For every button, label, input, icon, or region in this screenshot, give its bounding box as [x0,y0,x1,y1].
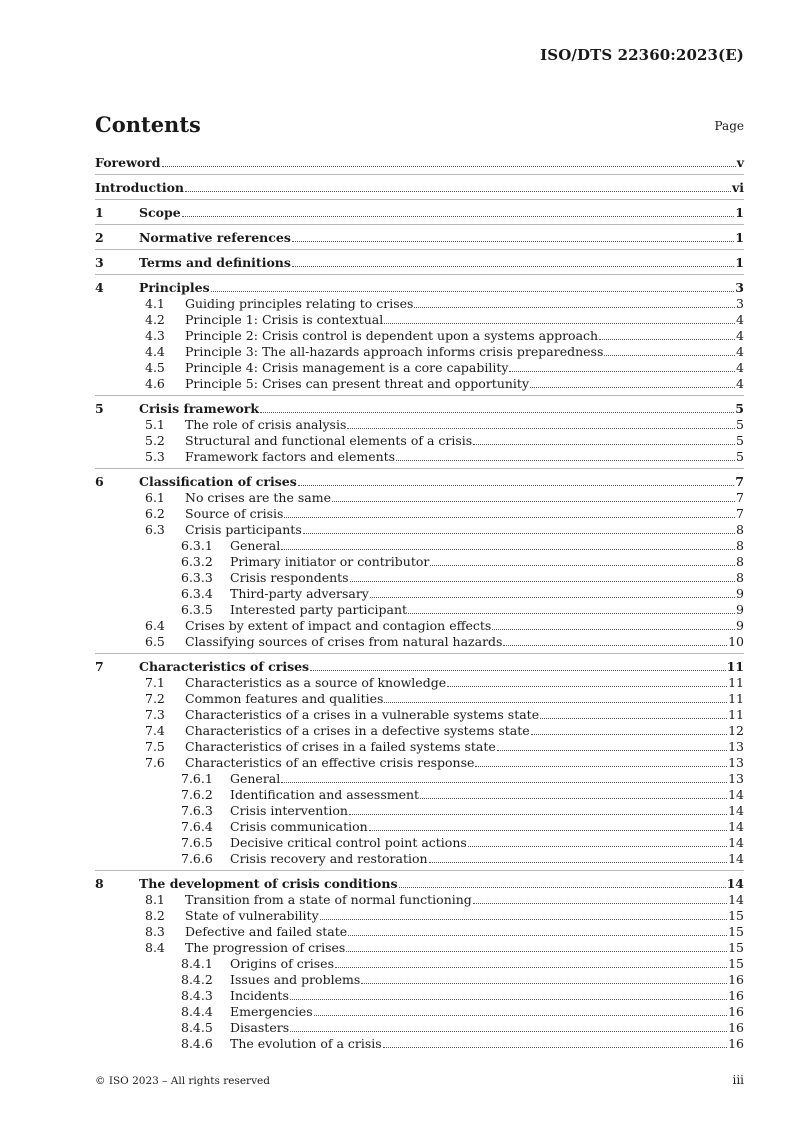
toc-entry-page: 4 [736,344,744,359]
copyright-notice: © ISO 2023 – All rights reserved [95,1075,270,1087]
toc-entry-title: Normative references [139,230,291,245]
toc-entry[interactable] [95,876,744,892]
toc-entry[interactable] [95,1004,744,1020]
toc-entry-page: 8 [736,554,744,569]
toc-entry[interactable] [95,675,744,691]
toc-entry-page: 15 [728,956,744,971]
toc-dot-leader [370,597,735,598]
toc-entry-title: Crisis communication [230,819,368,834]
toc-entry-page: 5 [736,417,744,432]
toc-entry[interactable] [95,803,744,819]
toc-entry-title: Characteristics as a source of knowledge [185,675,447,690]
toc-entry-number: 7.6.3 [181,803,213,818]
page-number: iii [732,1073,744,1087]
toc-entry-number: 7.6.1 [181,771,213,786]
toc-entry[interactable] [95,819,744,835]
toc-dot-leader [284,517,735,518]
toc-dot-leader [292,241,734,242]
toc-entry-number: 8.1 [145,892,165,907]
toc-entry-number: 3 [95,255,104,270]
toc-entry[interactable] [95,940,744,956]
toc-entry-page: 11 [728,675,744,690]
toc-dot-leader [383,1047,727,1048]
toc-dot-leader [599,339,735,340]
toc-entry-number: 4.4 [145,344,165,359]
toc-entry[interactable] [95,851,744,867]
toc-entry-number: 8 [95,876,104,891]
toc-entry-title: Disasters [230,1020,290,1035]
toc-entry-title: Introduction [95,180,185,195]
toc-entry-title: General [230,538,281,553]
toc-entry[interactable] [95,155,744,171]
toc-entry-title: Decisive critical control point actions [230,835,467,850]
toc-entry-number: 4 [95,280,104,295]
toc-entry-page: 5 [736,449,744,464]
toc-entry-number: 7.6.5 [181,835,213,850]
toc-entry[interactable] [95,924,744,940]
toc-separator [95,249,744,250]
toc-entry-number: 7.1 [145,675,165,690]
toc-entry[interactable] [95,328,744,344]
toc-entry-number: 5 [95,401,104,416]
toc-dot-leader [310,670,726,671]
toc-entry-number: 8.2 [145,908,165,923]
toc-entry-title: Principles [139,280,210,295]
toc-entry-page: 3 [735,280,744,295]
toc-entry-title: General [230,771,281,786]
toc-dot-leader [303,533,735,534]
toc-dot-leader [281,549,735,550]
toc-entry-page: 16 [728,1036,744,1051]
toc-entry-page: 11 [726,659,744,674]
toc-entry-title: Origins of crises [230,956,334,971]
toc-entry-page: 13 [728,771,744,786]
toc-dot-leader [290,1031,727,1032]
toc-entry-number: 7.4 [145,723,165,738]
toc-entry-page: 11 [728,707,744,722]
toc-entry-title: Classifying sources of crises from natural hazards [185,634,503,649]
toc-dot-leader [346,951,727,952]
toc-entry[interactable] [95,691,744,707]
table-of-contents [95,155,744,1052]
toc-dot-leader [492,629,735,630]
toc-entry-page: 16 [728,1004,744,1019]
toc-entry-number: 4.2 [145,312,165,327]
toc-entry-page: 7 [735,474,744,489]
toc-entry-title: Issues and problems [230,972,361,987]
toc-entry[interactable] [95,401,744,417]
toc-entry-number: 6.3.2 [181,554,213,569]
toc-entry-title: Structural and functional elements of a crisis [185,433,473,448]
toc-entry-title: Principle 2: Crisis control is dependent upon a systems approach [185,328,599,343]
toc-entry-number: 1 [95,205,104,220]
toc-entry[interactable] [95,255,744,271]
toc-entry-title: Crises by extent of impact and contagion effects [185,618,492,633]
toc-entry-page: 14 [728,851,744,866]
toc-entry-number: 6.3.4 [181,586,213,601]
toc-separator [95,653,744,654]
toc-entry-title: Characteristics of a crises in a defective systems state [185,723,530,738]
toc-dot-leader [292,266,734,267]
toc-dot-leader [260,412,734,413]
toc-entry-page: 7 [736,490,744,505]
toc-entry-number: 7.5 [145,739,165,754]
toc-entry-title: Scope [139,205,181,220]
toc-entry-number: 2 [95,230,104,245]
toc-entry-page: 8 [736,522,744,537]
toc-entry[interactable] [95,972,744,988]
toc-entry-page: 8 [736,538,744,553]
toc-entry[interactable] [95,180,744,196]
toc-entry[interactable] [95,280,744,296]
toc-entry-page: 4 [736,360,744,375]
toc-entry-title: State of vulnerability [185,908,319,923]
toc-entry-page: 10 [728,634,744,649]
toc-dot-leader [335,967,727,968]
toc-entry-number: 4.5 [145,360,165,375]
toc-dot-leader [468,846,727,847]
toc-entry-number: 4.3 [145,328,165,343]
toc-entry-page: 14 [728,819,744,834]
toc-dot-leader [349,814,727,815]
toc-entry[interactable] [95,618,744,634]
toc-entry-title: Primary initiator or contributor [230,554,430,569]
toc-separator [95,870,744,871]
toc-entry-page: 5 [736,433,744,448]
page-column-label: Page [714,119,744,133]
toc-entry-page: 8 [736,570,744,585]
toc-entry-number: 4.6 [145,376,165,391]
toc-entry-title: The progression of crises [185,940,346,955]
toc-dot-leader [290,999,727,1000]
toc-entry-page: 4 [736,312,744,327]
toc-entry-number: 8.4 [145,940,165,955]
toc-dot-leader [497,750,727,751]
toc-dot-leader [332,501,735,502]
toc-entry[interactable] [95,892,744,908]
toc-entry-number: 7.6.6 [181,851,213,866]
toc-dot-leader [473,903,727,904]
toc-entry[interactable] [95,956,744,972]
toc-entry-page: vi [731,180,744,195]
toc-entry-number: 7.6 [145,755,165,770]
toc-entry-number: 5.1 [145,417,165,432]
toc-entry-number: 6.3.5 [181,602,213,617]
toc-entry-title: Terms and definitions [139,255,291,270]
toc-entry-page: 14 [728,803,744,818]
toc-entry[interactable] [95,490,744,506]
toc-entry-title: Classification of crises [139,474,297,489]
toc-entry[interactable] [95,988,744,1004]
toc-entry[interactable] [95,522,744,538]
toc-entry-title: Framework factors and elements [185,449,396,464]
toc-entry-title: Guiding principles relating to crises [185,296,414,311]
toc-dot-leader [414,307,735,308]
toc-entry-title: Incidents [230,988,289,1003]
toc-entry[interactable] [95,474,744,490]
toc-entry-number: 8.4.6 [181,1036,213,1051]
toc-entry-page: 13 [728,755,744,770]
toc-dot-leader [369,830,727,831]
toc-entry-page: 14 [728,892,744,907]
page-title: Contents [95,112,201,137]
toc-entry-page: 7 [736,506,744,521]
toc-entry-title: Principle 4: Crisis management is a core capability [185,360,509,375]
toc-entry-number: 7.3 [145,707,165,722]
toc-entry[interactable] [95,538,744,554]
toc-entry-page: v [736,155,744,170]
toc-entry-title: Crisis framework [139,401,260,416]
toc-entry-number: 8.4.5 [181,1020,213,1035]
toc-separator [95,199,744,200]
toc-entry[interactable] [95,344,744,360]
toc-entry-page: 1 [735,205,744,220]
toc-dot-leader [530,387,735,388]
toc-entry-number: 6.4 [145,618,165,633]
toc-entry-number: 7 [95,659,104,674]
toc-entry[interactable] [95,554,744,570]
toc-entry[interactable] [95,771,744,787]
toc-entry-title: Source of crisis [185,506,284,521]
toc-entry[interactable] [95,787,744,803]
toc-entry-number: 8.4.4 [181,1004,213,1019]
toc-entry-title: Common features and qualities [185,691,384,706]
toc-dot-leader [399,887,726,888]
toc-entry-number: 4.1 [145,296,165,311]
toc-entry[interactable] [95,570,744,586]
toc-entry[interactable] [95,755,744,771]
toc-entry-page: 16 [728,1020,744,1035]
toc-entry-number: 6.5 [145,634,165,649]
toc-dot-leader [396,460,735,461]
toc-entry-number: 8.4.3 [181,988,213,1003]
toc-dot-leader [350,581,735,582]
toc-entry-page: 15 [728,924,744,939]
toc-entry-title: Foreword [95,155,161,170]
toc-entry-title: Crisis intervention [230,803,348,818]
toc-entry[interactable] [95,707,744,723]
toc-entry-number: 6 [95,474,104,489]
toc-entry[interactable] [95,433,744,449]
toc-entry[interactable] [95,835,744,851]
toc-entry-page: 12 [728,723,744,738]
toc-dot-leader [540,718,727,719]
toc-dot-leader [281,782,727,783]
toc-entry-title: Principle 1: Crisis is contextual [185,312,384,327]
toc-entry-title: The role of crisis analysis [185,417,347,432]
toc-entry-page: 1 [735,255,744,270]
toc-entry-title: Characteristics of crises in a failed systems state [185,739,496,754]
toc-entry-page: 14 [728,835,744,850]
toc-dot-leader [384,323,735,324]
toc-entry-title: Characteristics of crises [139,659,310,674]
toc-entry-page: 16 [728,988,744,1003]
toc-separator [95,174,744,175]
toc-dot-leader [162,166,736,167]
toc-entry-number: 5.3 [145,449,165,464]
toc-entry-title: No crises are the same [185,490,331,505]
toc-dot-leader [420,798,727,799]
toc-entry-page: 4 [736,328,744,343]
toc-entry-number: 7.6.2 [181,787,213,802]
toc-entry-page: 9 [736,602,744,617]
toc-entry-number: 8.4.2 [181,972,213,987]
toc-entry-page: 14 [728,787,744,802]
toc-entry-title: Characteristics of a crises in a vulnerable systems state [185,707,540,722]
toc-entry-title: Crisis recovery and restoration [230,851,428,866]
toc-entry-number: 6.2 [145,506,165,521]
toc-entry-title: Defective and failed state [185,924,348,939]
toc-entry-page: 16 [728,972,744,987]
toc-dot-leader [314,1015,727,1016]
document-id: ISO/DTS 22360:2023(E) [540,46,744,64]
toc-entry-title: Transition from a state of normal functioning [185,892,472,907]
toc-entry-title: Principle 5: Crises can present threat and opportunity [185,376,530,391]
toc-entry[interactable] [95,1036,744,1052]
toc-entry-title: Interested party participant [230,602,408,617]
toc-dot-leader [447,686,727,687]
toc-dot-leader [604,355,735,356]
toc-dot-leader [429,862,728,863]
toc-entry[interactable] [95,296,744,312]
toc-entry[interactable] [95,417,744,433]
toc-entry-page: 15 [728,940,744,955]
toc-entry[interactable] [95,634,744,650]
toc-entry-page: 15 [728,908,744,923]
toc-dot-leader [298,485,735,486]
toc-entry[interactable] [95,659,744,675]
toc-entry-title: Principle 3: The all-hazards approach informs crisis preparedness [185,344,604,359]
toc-entry-page: 11 [728,691,744,706]
toc-dot-leader [348,935,727,936]
toc-entry-page: 5 [735,401,744,416]
toc-separator [95,224,744,225]
toc-dot-leader [503,645,727,646]
toc-entry-title: Crisis participants [185,522,302,537]
toc-entry-number: 8.4.1 [181,956,213,971]
toc-dot-leader [211,291,735,292]
toc-entry-title: Emergencies [230,1004,313,1019]
toc-entry[interactable] [95,586,744,602]
toc-dot-leader [509,371,735,372]
toc-separator [95,468,744,469]
toc-entry-page: 9 [736,586,744,601]
toc-entry-number: 7.2 [145,691,165,706]
toc-entry-title: The evolution of a crisis [230,1036,382,1051]
toc-entry-number: 6.3.1 [181,538,213,553]
toc-entry[interactable] [95,376,744,392]
toc-separator [95,395,744,396]
toc-entry-number: 6.1 [145,490,165,505]
toc-dot-leader [430,565,735,566]
toc-dot-leader [384,702,727,703]
toc-dot-leader [473,444,735,445]
toc-dot-leader [475,766,727,767]
toc-entry[interactable] [95,205,744,221]
toc-entry[interactable] [95,360,744,376]
toc-entry-page: 4 [736,376,744,391]
toc-entry[interactable] [95,449,744,465]
toc-dot-leader [185,191,731,192]
toc-entry-page: 14 [726,876,744,891]
toc-dot-leader [182,216,735,217]
toc-entry[interactable] [95,602,744,618]
toc-entry[interactable] [95,908,744,924]
toc-entry-page: 3 [736,296,744,311]
toc-entry-number: 7.6.4 [181,819,213,834]
toc-entry-number: 6.3.3 [181,570,213,585]
toc-entry[interactable] [95,506,744,522]
toc-entry-title: Identification and assessment [230,787,420,802]
toc-entry-number: 6.3 [145,522,165,537]
toc-separator [95,274,744,275]
toc-entry-page: 9 [736,618,744,633]
toc-entry-page: 13 [728,739,744,754]
toc-entry[interactable] [95,1020,744,1036]
toc-dot-leader [408,613,735,614]
toc-dot-leader [347,428,735,429]
toc-entry[interactable] [95,739,744,755]
toc-entry-number: 5.2 [145,433,165,448]
toc-entry-page: 1 [735,230,744,245]
toc-dot-leader [361,983,727,984]
toc-dot-leader [531,734,727,735]
toc-entry[interactable] [95,312,744,328]
toc-dot-leader [320,919,727,920]
toc-entry-title: Crisis respondents [230,570,349,585]
toc-entry-title: Third-party adversary [230,586,369,601]
toc-entry-title: The development of crisis conditions [139,876,398,891]
toc-entry-number: 8.3 [145,924,165,939]
toc-entry[interactable] [95,723,744,739]
toc-entry-title: Characteristics of an effective crisis response [185,755,475,770]
toc-entry[interactable] [95,230,744,246]
